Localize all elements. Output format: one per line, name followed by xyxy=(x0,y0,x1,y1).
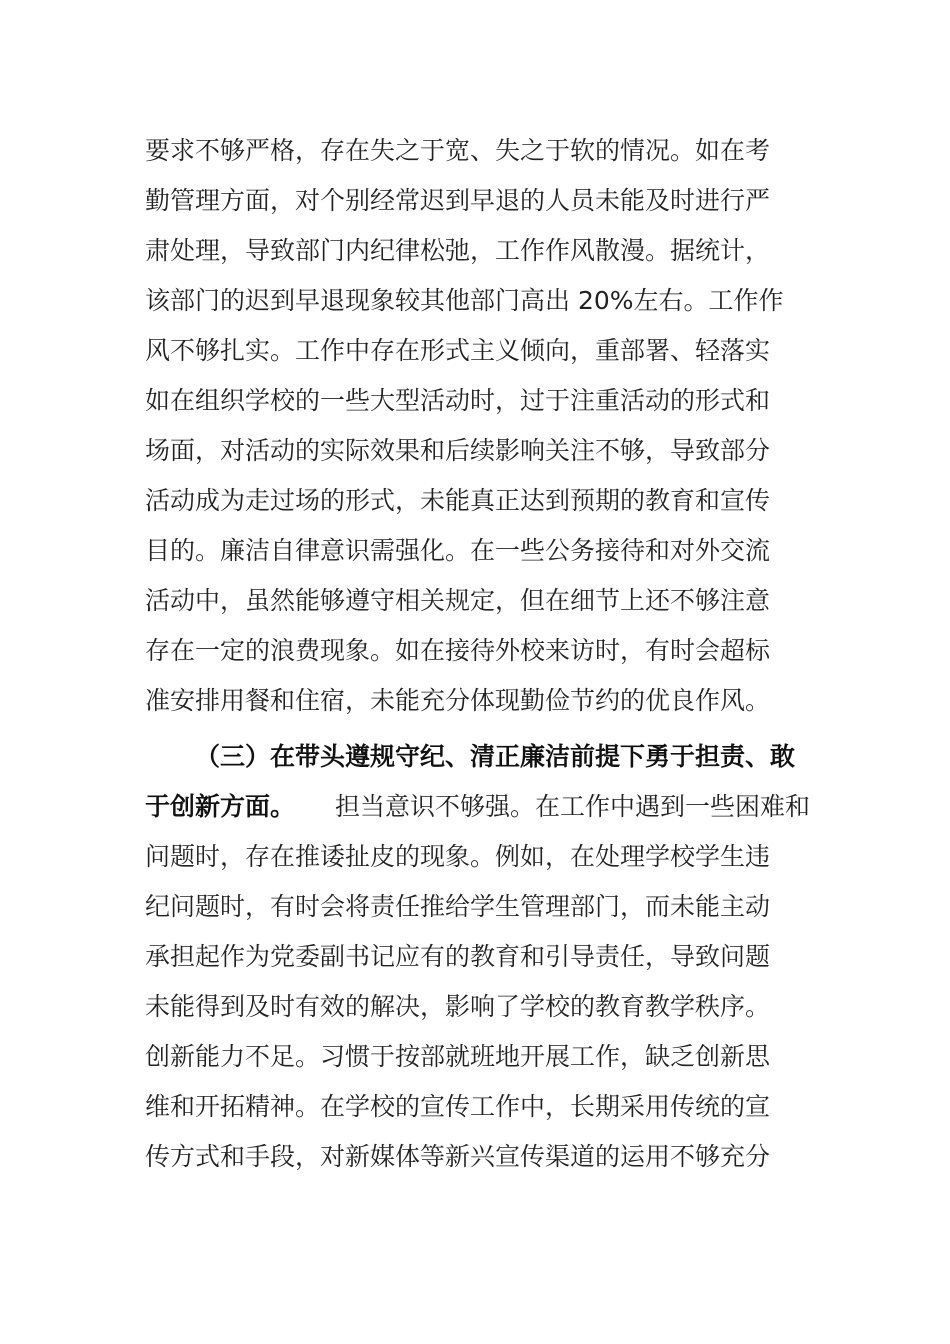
text-line-with-heading xyxy=(145,782,810,832)
text-line: 活动中，虽然能够遵守相关规定，但在细节上还不够注意 xyxy=(145,586,771,615)
text-line: 目的。廉洁自律意识需强化。在一些公务接待和对外交流 xyxy=(145,536,771,565)
section-heading-end: 于创新方面。 xyxy=(145,792,296,821)
paragraph-responsibility xyxy=(145,732,810,1182)
text-line: 维和开拓精神。在学校的宣传工作中，长期采用传统的宣 xyxy=(145,1092,771,1121)
text-line: 勤管理方面，对个别经常迟到早退的人员未能及时进行严 xyxy=(145,186,771,215)
text-span: 担当意识不够强。在工作中遇到一些困难和 xyxy=(334,792,810,821)
text-line: 纪问题时，有时会将责任推给学生管理部门，而未能主动 xyxy=(145,892,771,921)
section-heading: （三）在带头遵规守纪、清正廉洁前提下勇于担责、敢 xyxy=(195,742,796,771)
text-line: 活动成为走过场的形式，未能真正达到预期的教育和宣传 xyxy=(145,486,771,515)
text-line: 风不够扎实。工作中存在形式主义倾向，重部署、轻落实 xyxy=(145,336,771,365)
text-line: 问题时，存在推诿扯皮的现象。例如，在处理学校学生违 xyxy=(145,842,771,871)
text-line: 传方式和手段，对新媒体等新兴宣传渠道的运用不够充分 xyxy=(145,1142,771,1171)
text-line: 创新能力不足。习惯于按部就班地开展工作，缺乏创新思 xyxy=(145,1042,771,1071)
text-line: 存在一定的浪费现象。如在接待外校来访时，有时会超标 xyxy=(145,636,771,665)
text-line: 该部门的迟到早退现象较其他部门高出 20%左右。工作作 xyxy=(145,286,784,315)
paragraph-discipline xyxy=(145,126,810,726)
text-line: 如在组织学校的一些大型活动时，过于注重活动的形式和 xyxy=(145,386,771,415)
text-line: 要求不够严格，存在失之于宽、失之于软的情况。如在考 xyxy=(145,136,771,165)
document-body xyxy=(145,126,810,1182)
text-line: 肃处理，导致部门内纪律松弛，工作作风散漫。据统计， xyxy=(145,236,771,265)
text-line: 承担起作为党委副书记应有的教育和引导责任，导致问题 xyxy=(145,942,771,971)
text-line: 场面，对活动的实际效果和后续影响关注不够，导致部分 xyxy=(145,436,771,465)
text-line: 准安排用餐和住宿，未能充分体现勤俭节约的优良作风。 xyxy=(145,686,771,715)
text-line: 未能得到及时有效的解决，影响了学校的教育教学秩序。 xyxy=(145,992,771,1021)
